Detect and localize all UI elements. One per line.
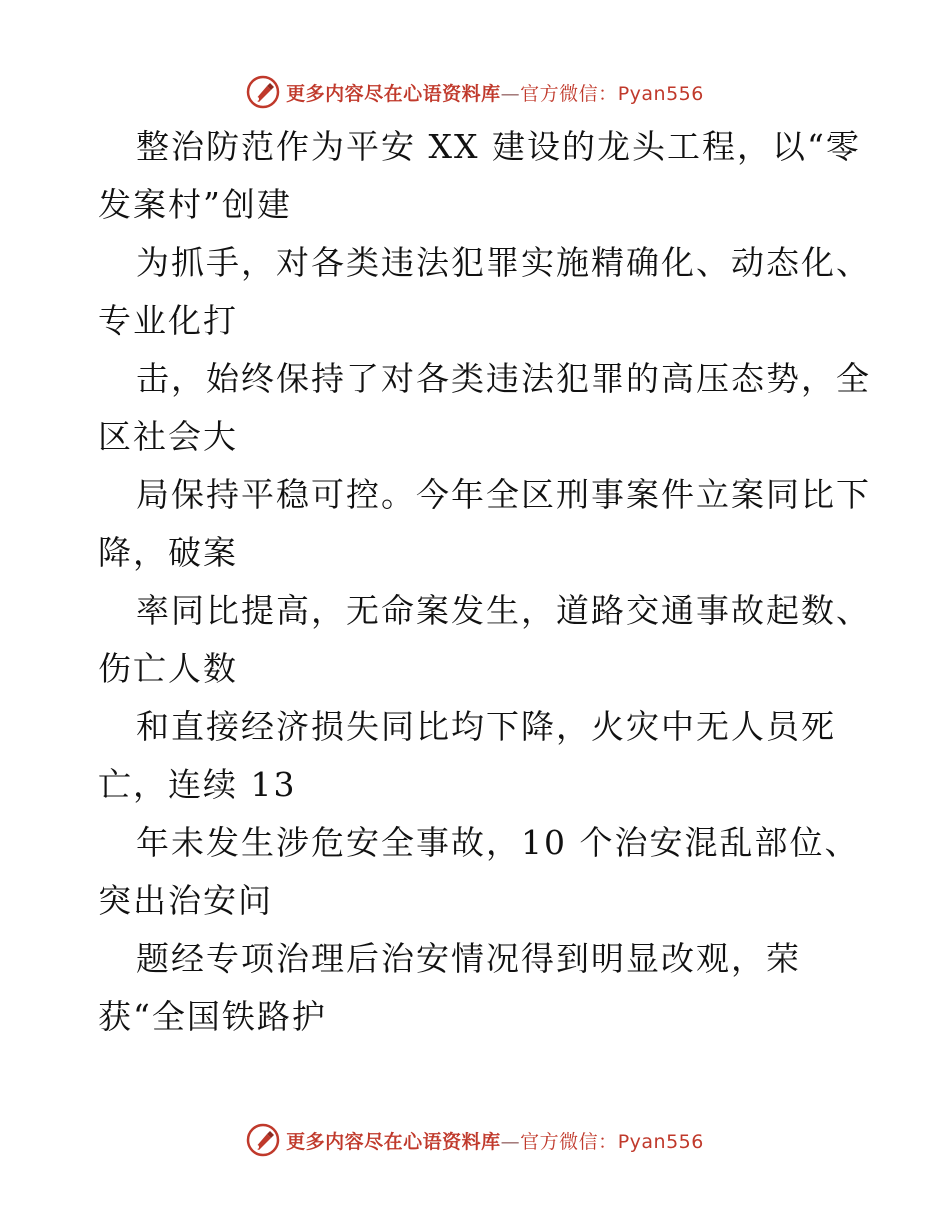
header-banner-prefix: 更多内容尽在心语资料库 <box>286 82 501 105</box>
footer-banner-id: Pyan556 <box>617 1130 704 1153</box>
body-line: 局保持平稳可控。今年全区刑事案件立案同比下 <box>136 475 871 514</box>
header-banner <box>0 72 950 112</box>
body-line: 率同比提高，无命案发生，道路交通事故起数、 <box>136 591 871 630</box>
body-line: 亡，连续 13 <box>98 765 297 804</box>
pen-seal-icon <box>246 1123 280 1157</box>
body-line: 降，破案 <box>98 533 238 572</box>
body-line: 获“全国铁路护 <box>98 997 327 1036</box>
header-banner-dash: — <box>500 82 521 105</box>
body-line: 为抓手，对各类违法犯罪实施精确化、动态化、 <box>136 243 871 282</box>
footer-banner <box>0 1120 950 1160</box>
body-line: 和直接经济损失同比均下降，火灾中无人员死 <box>136 707 836 746</box>
body-line: 整治防范作为平安 XX 建设的龙头工程，以“零 <box>136 127 861 166</box>
pen-seal-icon <box>246 75 280 109</box>
body-line: 突出治安问 <box>98 881 273 920</box>
header-banner-id: Pyan556 <box>617 82 704 105</box>
footer-banner-dash: — <box>500 1130 521 1153</box>
body-line: 击，始终保持了对各类违法犯罪的高压态势，全 <box>136 359 871 398</box>
header-banner-suffix: 官方微信： <box>520 82 618 105</box>
header-banner-text <box>286 79 704 106</box>
body-line: 发案村”创建 <box>98 185 292 224</box>
body-line: 专业化打 <box>98 301 238 340</box>
footer-banner-prefix: 更多内容尽在心语资料库 <box>286 1130 501 1153</box>
body-line: 区社会大 <box>98 417 238 456</box>
body-line: 年未发生涉危安全事故，10 个治安混乱部位、 <box>136 823 860 862</box>
body-text <box>98 118 878 1046</box>
footer-banner-suffix: 官方微信： <box>520 1130 618 1153</box>
body-line: 伤亡人数 <box>98 649 238 688</box>
body-line: 题经专项治理后治安情况得到明显改观，荣 <box>136 939 801 978</box>
footer-banner-text <box>286 1127 704 1154</box>
